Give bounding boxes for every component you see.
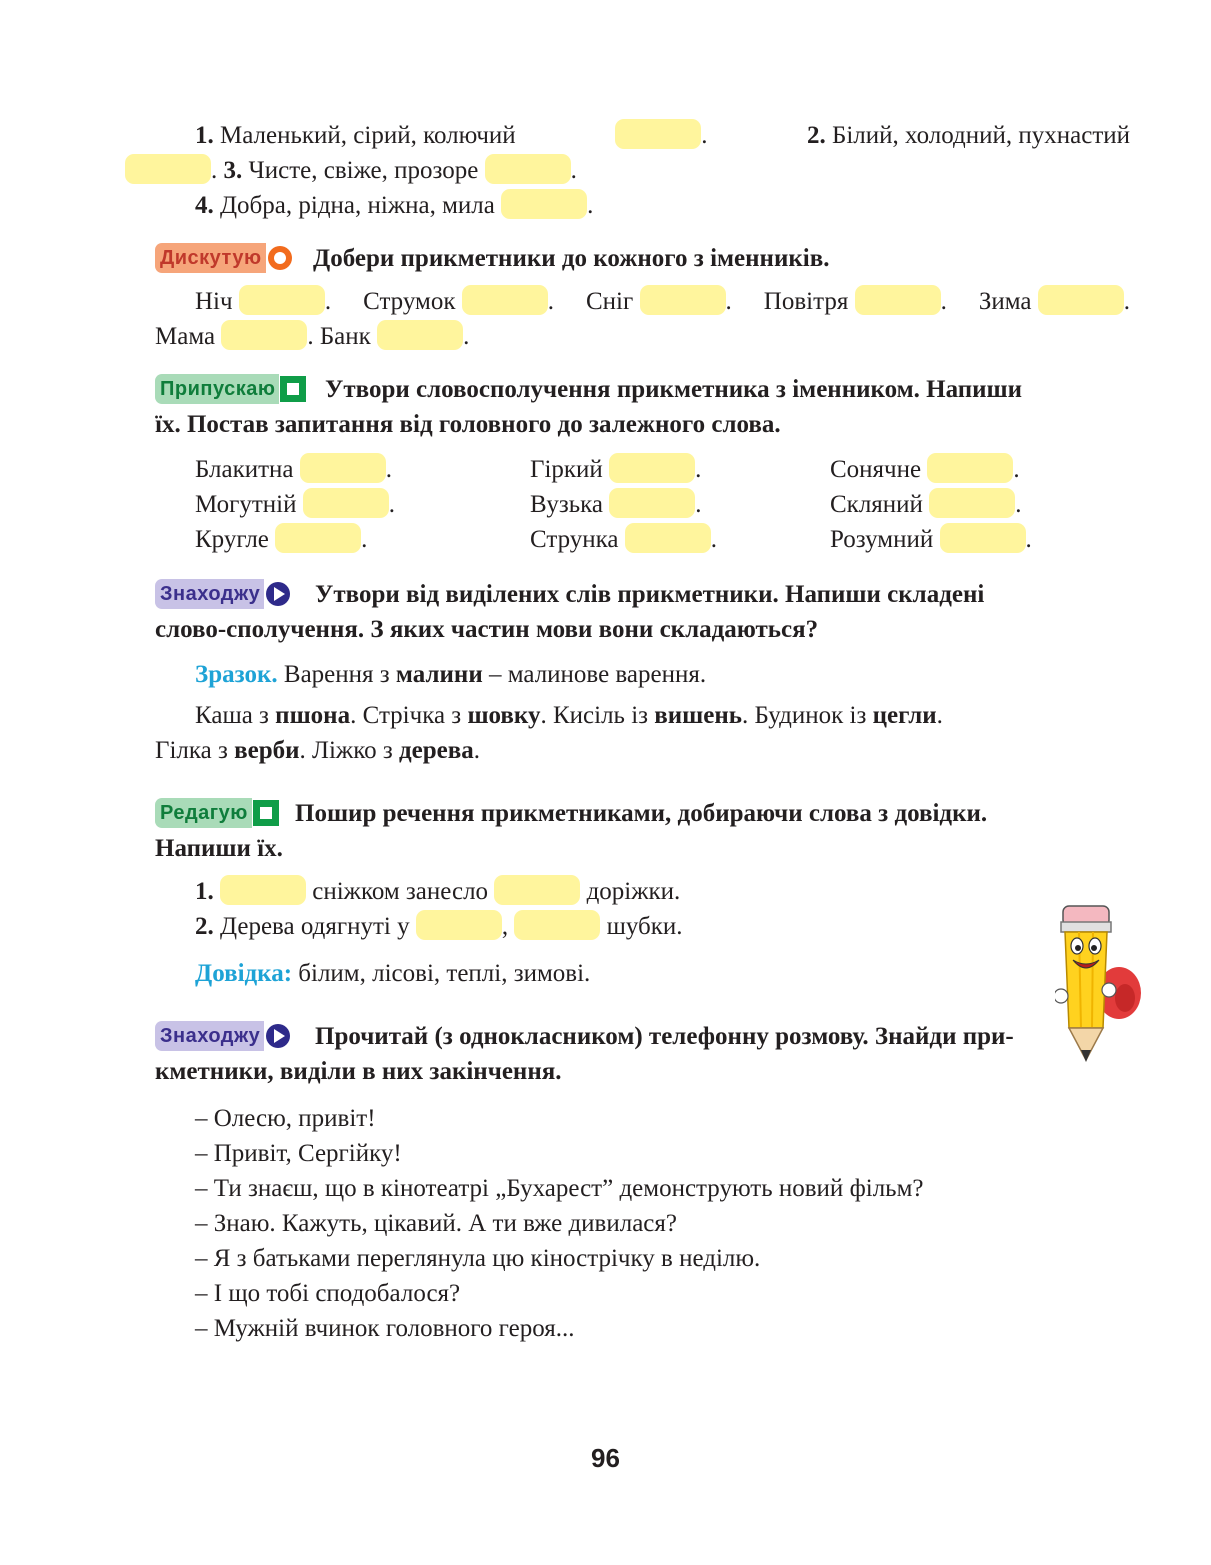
text: сніжком занесло	[312, 878, 489, 905]
ex2-line2: Мама . Банк .	[155, 319, 1130, 354]
answer-blank[interactable]	[609, 488, 695, 518]
answer-blank[interactable]	[300, 453, 386, 483]
ex2-line1: Ніч . Струмок . Сніг . Повітря . Зима .	[155, 284, 1130, 319]
answer-blank[interactable]	[640, 285, 726, 315]
badge-label: Припускаю	[160, 378, 276, 400]
dialogue-line: – Привіт, Сергійку!	[195, 1140, 402, 1167]
ex5-help	[155, 956, 1130, 991]
word: Гіркий	[530, 456, 603, 483]
page-number: 96	[591, 1443, 620, 1473]
ex4-sample	[155, 657, 1130, 692]
item-number: 1.	[195, 878, 214, 905]
word: Сонячне	[830, 456, 922, 483]
ex3-grid: Блакитна . Гіркий . Сонячне . Могутній . Вузька . Скляний . Кругле . Струнка . Розумний .	[155, 452, 1130, 557]
word: Мама	[155, 323, 216, 350]
bold-word: пшона	[275, 702, 351, 729]
word: Вузька	[530, 491, 603, 518]
page-content	[155, 118, 1130, 1346]
badge-find	[155, 1021, 264, 1051]
word: Банк	[319, 323, 371, 350]
word: Ніч	[195, 288, 233, 315]
badge-find	[155, 579, 264, 609]
ex2-header	[155, 241, 1130, 276]
ex6-header	[155, 1019, 1130, 1089]
ex1-line2: . 3. Чисте, свіже, прозоре .	[125, 153, 1100, 188]
bold-word: вишень	[654, 702, 743, 729]
task-text: Добери прикметники до кожного з іменників.	[313, 245, 830, 272]
badge-assume	[155, 374, 279, 404]
badge-discuss	[155, 243, 266, 273]
dialogue-line: – Мужній вчинок головного героя...	[195, 1315, 575, 1342]
answer-blank[interactable]	[221, 320, 307, 350]
answer-blank[interactable]	[416, 910, 502, 940]
word: Кругле	[195, 526, 269, 553]
text: . Кисіль із	[540, 702, 649, 729]
badge-edit	[155, 798, 252, 828]
task-text: Утвори словосполучення прикметника з іменником. Напиши	[325, 376, 1023, 403]
word: Зима	[978, 288, 1032, 315]
text: доріжки.	[586, 878, 681, 905]
answer-blank[interactable]	[275, 523, 361, 553]
word: Блакитна	[195, 456, 294, 483]
badge-label: Знаходжу	[160, 583, 261, 605]
answer-blank[interactable]	[220, 875, 306, 905]
text: Варення з	[283, 661, 390, 688]
square-icon	[253, 800, 279, 826]
task-text: Напиши їх.	[155, 835, 283, 862]
ex4-line2	[155, 733, 1130, 768]
circle-icon	[267, 245, 293, 271]
dialogue-line: – І що тобі сподобалося?	[195, 1280, 461, 1307]
answer-blank[interactable]	[377, 320, 463, 350]
pencil-mascot-illustration	[1055, 898, 1145, 1068]
answer-blank[interactable]	[855, 285, 941, 315]
word: Сніг	[586, 288, 634, 315]
text: . Стрічка з	[350, 702, 462, 729]
item-number: 2.	[195, 913, 214, 940]
bold-word: шовку	[467, 702, 541, 729]
ex3-header	[155, 372, 1130, 442]
ex1-text-4: Добра, рідна, ніжна, мила	[220, 192, 495, 219]
ex1-line1: 1. Маленький, сірий, колючий . 2. Білий, холодний, пухнастий	[155, 118, 1130, 153]
answer-blank[interactable]	[929, 488, 1015, 518]
badge-label: Дискутую	[160, 247, 262, 269]
word: Скляний	[830, 491, 923, 518]
answer-blank[interactable]	[625, 523, 711, 553]
ex5-sentence1	[155, 874, 1130, 909]
ex5-sentence2	[155, 909, 1130, 944]
dialogue-line: – Знаю. Кажуть, цікавий. А ти вже дивилася?	[195, 1210, 677, 1237]
dialogue-line: – Ти знаєш, що в кінотеатрі „Бухарест” демонструють новий фільм?	[195, 1175, 924, 1202]
task-text: їх. Постав запитання від головного до залежного слова.	[155, 411, 781, 438]
answer-blank[interactable]	[940, 523, 1026, 553]
bold-word: цегли	[872, 702, 937, 729]
play-icon	[265, 581, 291, 607]
task-text: Прочитай (з однокласником) телефонну розмову. Знайди при-	[315, 1023, 1014, 1050]
text: Каша з	[195, 702, 269, 729]
answer-blank[interactable]	[609, 453, 695, 483]
answer-blank[interactable]	[125, 154, 211, 184]
ex1-text-1: Маленький, сірий, колючий	[220, 122, 516, 149]
badge-label: Редагую	[160, 802, 248, 824]
ex4-line1	[155, 698, 1130, 733]
answer-blank[interactable]	[501, 189, 587, 219]
help-text: білим, лісові, теплі, зимові.	[298, 960, 591, 987]
answer-blank[interactable]	[514, 910, 600, 940]
task-text: Пошир речення прикметниками, добираючи слова з довідки.	[295, 800, 988, 827]
ex5-header	[155, 796, 1130, 866]
text: .	[936, 702, 943, 729]
text: . Будинок із	[742, 702, 867, 729]
answer-blank[interactable]	[239, 285, 325, 315]
bold-word: верби	[234, 737, 300, 764]
answer-blank[interactable]	[485, 154, 571, 184]
text: Гілка з	[155, 737, 228, 764]
square-icon	[280, 376, 306, 402]
task-text: Утвори від виділених слів прикметники. Напиши складені	[315, 581, 985, 608]
answer-blank[interactable]	[1038, 285, 1124, 315]
text: шубки.	[606, 913, 683, 940]
word: Могутній	[195, 491, 297, 518]
ex4-header	[155, 577, 1130, 647]
ex1-text-2: Білий, холодний, пухнастий	[832, 122, 1130, 149]
play-icon	[265, 1023, 291, 1049]
text: Дерева одягнуті у	[220, 913, 410, 940]
answer-blank[interactable]	[494, 875, 580, 905]
bold-word: дерева	[398, 737, 474, 764]
dialogue-line: – Олесю, привіт!	[195, 1105, 376, 1132]
badge-label: Знаходжу	[160, 1025, 261, 1047]
bold-word: малини	[395, 661, 483, 688]
item-number: 3.	[223, 157, 243, 184]
ex1-line3: 4. Добра, рідна, ніжна, мила .	[155, 188, 1130, 223]
answer-blank[interactable]	[462, 285, 548, 315]
dialogue-line: – Я з батьками переглянула цю кінострічку в неділю.	[195, 1245, 761, 1272]
word: Струнка	[530, 526, 619, 553]
word: Розумний	[830, 526, 934, 553]
answer-blank[interactable]	[927, 453, 1013, 483]
answer-blank[interactable]	[615, 119, 701, 149]
ex1-text-3: Чисте, свіже, прозоре	[248, 157, 479, 184]
word: Повітря	[763, 288, 849, 315]
task-text: слово-сполучення. З яких частин мови вони складаються?	[155, 616, 819, 643]
item-number: 1.	[195, 122, 214, 149]
text: ,	[501, 913, 509, 940]
text: .	[473, 737, 480, 764]
word: Струмок	[363, 288, 456, 315]
answer-blank[interactable]	[303, 488, 389, 518]
item-number: 2.	[807, 122, 826, 149]
item-number: 4.	[195, 192, 214, 219]
sample-label: Зразок.	[195, 661, 278, 688]
task-text: кметники, виділи в них закінчення.	[155, 1058, 562, 1085]
text: – малинове варення.	[488, 661, 707, 688]
text: . Ліжко з	[299, 737, 393, 764]
help-label: Довідка:	[195, 960, 293, 987]
